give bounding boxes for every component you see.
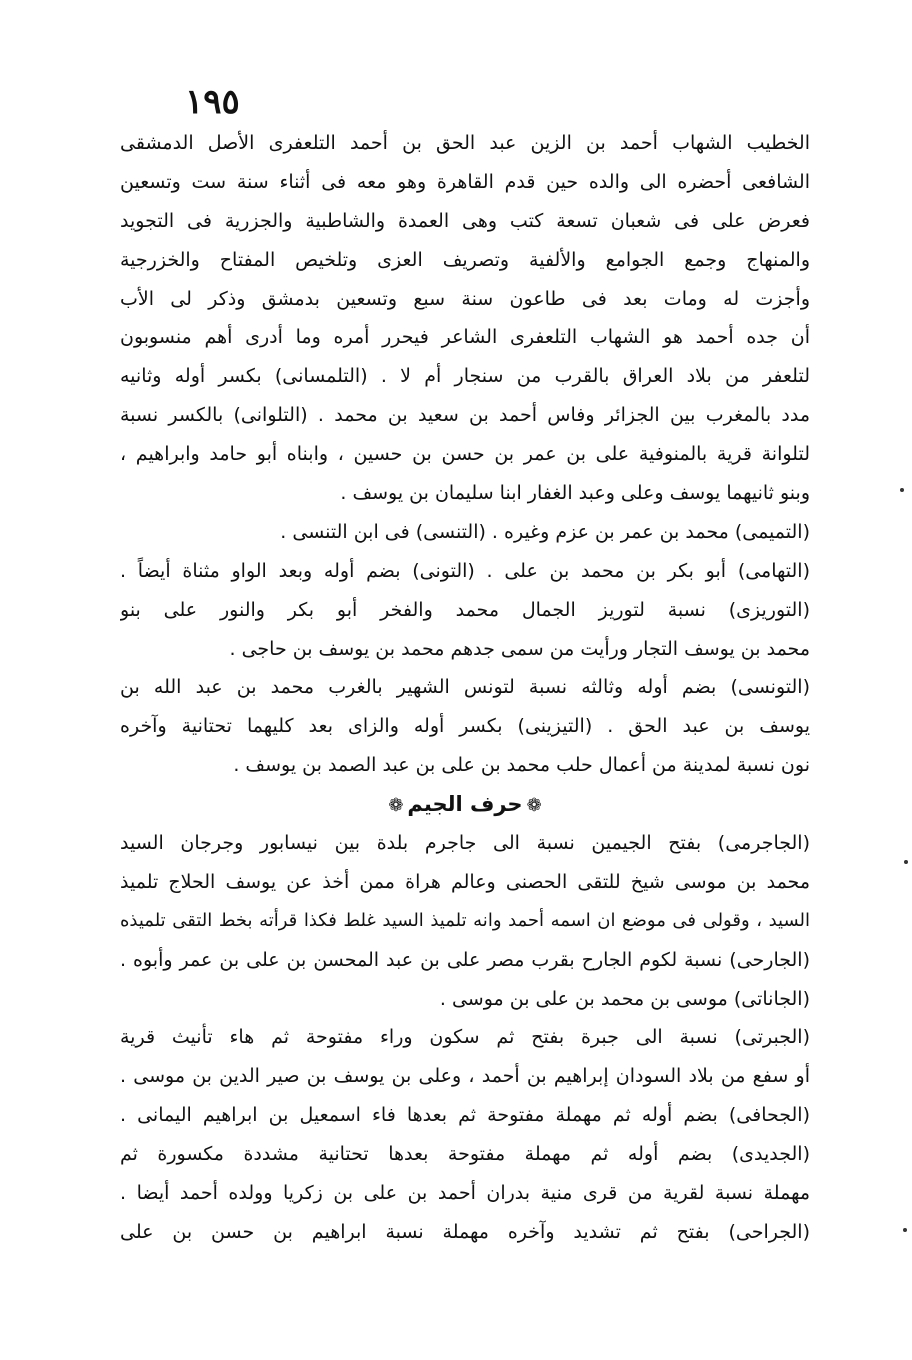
section-heading-title: حرف الجيم — [407, 792, 523, 817]
text-line: (الجاجرمى) بفتح الجيمين نسبة الى جاجرم بلدة بين نيسابور وجرجان السيد — [120, 832, 810, 855]
text-line: لتلوانة قرية بالمنوفية على بن عمر بن حسن بن حسين ، وابناه أبو حامد وابراهيم ، — [120, 443, 810, 466]
scan-speck — [903, 1228, 907, 1232]
text-line: (الجحافى) بضم أوله ثم مهملة مفتوحة ثم بعدها فاء اسمعيل بن ابراهيم اليمانى . — [120, 1104, 810, 1127]
text-line: محمد بن يوسف التجار ورأيت من سمى جدهم محمد بن يوسف بن حاجى . — [229, 637, 810, 660]
text-line: مدد بالمغرب بين الجزائر وفاس أحمد بن سعيد بن محمد . (التلوانى) بالكسر نسبة — [120, 404, 810, 427]
text-line: السيد ، وقولى فى موضع ان اسمه أحمد وانه تلميذ السيد غلط فكذا قرأته بخط التقى تلميذه — [120, 909, 810, 931]
ornament-icon: ❁ — [526, 795, 542, 817]
text-line: (التوريزى) نسبة لتوريز الجمال محمد والفخر أبو بكر والنور على بنو — [120, 598, 810, 621]
scan-speck — [900, 488, 904, 492]
ornament-icon: ❁ — [388, 795, 404, 817]
text-line: (الجديدى) بضم أوله ثم مهملة مفتوحة بعدها تحتانية مشددة مكسورة ثم — [120, 1143, 810, 1166]
text-line: (الجبرتى) نسبة الى جبرة بفتح ثم سكون وراء مفتوحة ثم هاء تأنيث قرية — [120, 1026, 810, 1049]
text-line: لتلعفر من بلاد العراق بالقرب من سنجار أم لا . (التلمسانى) بكسر أوله وثانيه — [120, 365, 810, 388]
text-body — [120, 124, 810, 1252]
text-line: (الجاناتى) موسى بن محمد بن على بن موسى . — [439, 987, 810, 1010]
text-line: محمد بن موسى شيخ للتقى الحصنى وعالم هراة ممن أخذ عن يوسف الحلاج تلميذ — [120, 870, 810, 893]
scan-speck — [904, 860, 908, 864]
text-line: (الجارحى) نسبة لكوم الجارح بقرب مصر على بن عبد المحسن بن على بن عمر وأبوه . — [120, 948, 810, 971]
text-line: والمنهاج وجمع الجوامع والألفية وتصريف العزى وتلخيص المفتاح والخزرجية — [120, 248, 810, 271]
text-line: أن جده أحمد هو الشهاب التلعفرى الشاعر فيحرر أمره وما أدرى أهم منسوبون — [120, 326, 810, 349]
text-line: (التميمى) محمد بن عمر بن عزم وغيره . (التنسى) فى ابن التنسى . — [280, 520, 810, 543]
text-line: (التونسى) بضم أوله وثالثه نسبة لتونس الشهير بالغرب محمد بن عبد الله بن — [120, 676, 810, 699]
section-heading — [120, 785, 810, 824]
text-line: أو سفع من بلاد السودان إبراهيم بن أحمد ، وعلى بن يوسف بن صير الدين بن موسى . — [120, 1065, 810, 1088]
text-line: وأجزت له ومات بعد فى طاعون سنة سبع وتسعين بدمشق وذكر لى الأب — [120, 287, 810, 310]
text-line: نون نسبة لمدينة من أعمال حلب محمد بن على بن عبد الصمد بن يوسف . — [233, 754, 810, 777]
text-line: الخطيب الشهاب أحمد بن الزين عبد الحق بن أحمد التلعفرى الأصل الدمشقى — [120, 132, 810, 154]
text-line: مهملة نسبة لقرية من قرى منية بدران أحمد بن على بن زكريا وولده أحمد أيضا . — [120, 1182, 810, 1205]
text-line: (الجراحى) بفتح ثم تشديد وآخره مهملة نسبة ابراهيم بن حسن بن على — [120, 1220, 810, 1243]
text-line: وبنو ثانيهما يوسف وعلى وعبد الغفار ابنا سليمان بن يوسف . — [340, 482, 810, 505]
page-number: ١٩٥ — [185, 82, 240, 122]
text-line: الشافعى أحضره الى والده حين قدم القاهرة وهو معه فى أثناء سنة ست وتسعين — [120, 170, 810, 193]
text-line: (التهامى) أبو بكر بن محمد بن على . (التونى) بضم أوله وبعد الواو مثناة أيضاً . — [120, 559, 810, 582]
text-line: فعرض على فى شعبان تسعة كتب وهى العمدة والشاطبية والجزرية فى التجويد — [120, 209, 810, 232]
text-line: يوسف بن عبد الحق . (التيزينى) بكسر أوله والزاى بعد كليهما تحتانية وآخره — [120, 715, 810, 738]
